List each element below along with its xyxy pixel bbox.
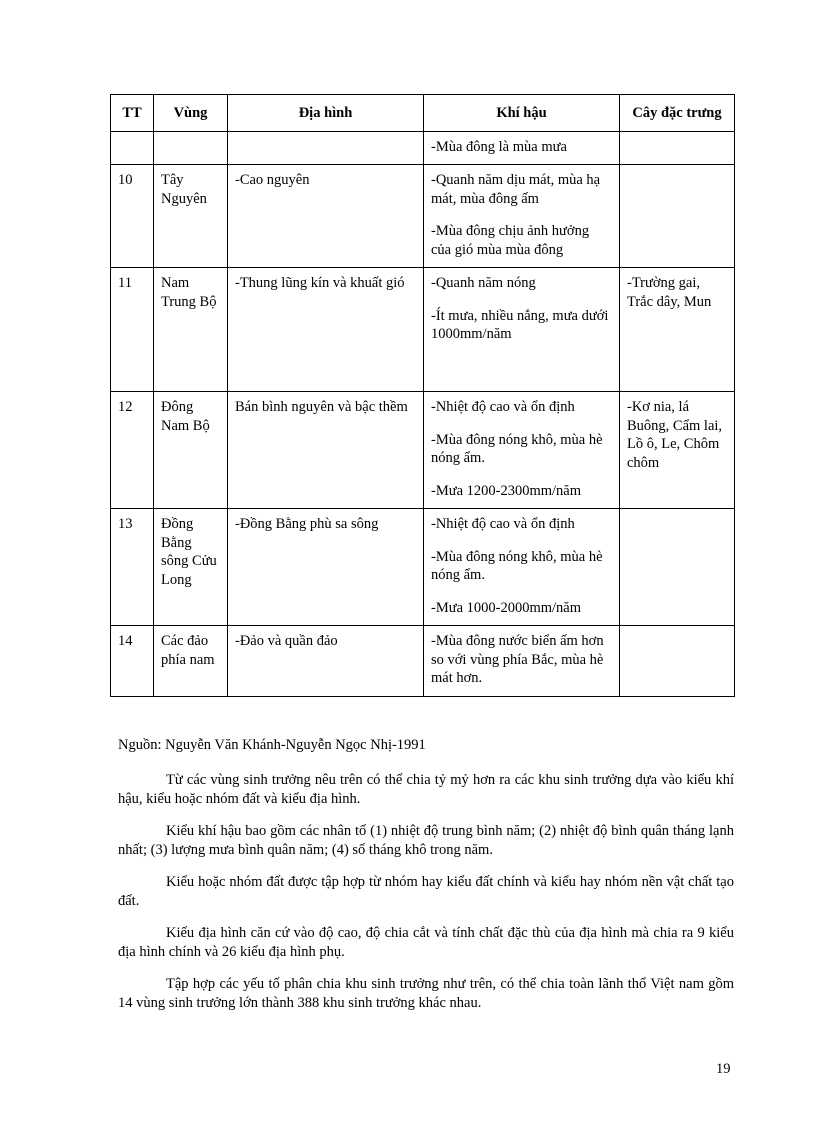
body-text bbox=[118, 771, 734, 1026]
table-row bbox=[111, 131, 735, 165]
cell-climate bbox=[424, 509, 620, 626]
cell-terrain: -Cao nguyên bbox=[228, 165, 424, 268]
cell-climate bbox=[424, 131, 620, 165]
table-row bbox=[111, 268, 735, 392]
cell-region: Các đảo phía nam bbox=[154, 626, 228, 697]
cell-terrain: -Đồng Bằng phù sa sông bbox=[228, 509, 424, 626]
climate-line: -Ít mưa, nhiều nắng, mưa dưới 1000mm/năm bbox=[431, 307, 609, 342]
cell-trees bbox=[620, 165, 735, 268]
page-number: 19 bbox=[716, 1061, 731, 1077]
table-row bbox=[111, 509, 735, 626]
cell-region: Tây Nguyên bbox=[154, 165, 228, 268]
climate-line: -Nhiệt độ cao và ổn định bbox=[431, 516, 575, 532]
climate-line: -Mùa đông chịu ảnh hưởng của gió mùa mùa đông bbox=[431, 223, 590, 258]
paragraph: Tập hợp các yếu tố phân chia khu sinh trưởng như trên, có thể chia toàn lãnh thổ Việt nam gồm 14 vùng sinh trưởng lớn thành 388 khu sinh trưởng khác nhau. bbox=[118, 976, 734, 1011]
climate-line: -Quanh năm nóng bbox=[431, 275, 536, 291]
cell-terrain: -Đảo và quần đảo bbox=[228, 626, 424, 697]
cell-terrain: Bán bình nguyên và bậc thềm bbox=[228, 392, 424, 509]
paragraph: Kiểu khí hậu bao gồm các nhân tố (1) nhiệt độ trung bình năm; (2) nhiệt độ bình quân tháng lạnh nhất; (3) lượng mưa bình quân năm; (4) số tháng khô trong năm. bbox=[118, 823, 734, 858]
climate-line: -Mùa đông là mùa mưa bbox=[431, 138, 567, 155]
header-tt: TT bbox=[111, 95, 154, 132]
header-trees: Cây đặc trưng bbox=[620, 95, 735, 132]
climate-line: -Mưa 1200-2300mm/năm bbox=[431, 482, 582, 499]
climate-line: -Quanh năm dịu mát, mùa hạ mát, mùa đông ấm bbox=[431, 172, 601, 207]
cell-trees bbox=[620, 626, 735, 697]
table-row bbox=[111, 165, 735, 268]
table-row bbox=[111, 626, 735, 697]
table-row bbox=[111, 392, 735, 509]
cell-climate bbox=[424, 626, 620, 697]
climate-line: -Mùa đông nóng khô, mùa hè nóng ẩm. bbox=[431, 431, 603, 466]
cell-trees bbox=[620, 509, 735, 626]
cell-region: Đông Nam Bộ bbox=[154, 392, 228, 509]
cell-tt: 12 bbox=[111, 392, 154, 509]
growth-regions-table bbox=[110, 94, 735, 697]
cell-climate bbox=[424, 392, 620, 509]
cell-tt: 13 bbox=[111, 509, 154, 626]
climate-line: -Mùa đông nóng khô, mùa hè nóng ẩm. bbox=[431, 548, 603, 583]
paragraph: Kiểu hoặc nhóm đất được tập hợp từ nhóm hay kiểu đất chính và kiểu hay nhóm nền vật chất tạo đất. bbox=[118, 874, 734, 909]
cell-region: Đồng Bằng sông Cửu Long bbox=[154, 509, 228, 626]
cell-trees bbox=[620, 131, 735, 165]
cell-tt bbox=[111, 131, 154, 165]
paragraph: Kiểu địa hình căn cứ vào độ cao, độ chia cắt và tính chất đặc thù của địa hình mà chia ra 9 kiểu địa hình chính và 26 kiểu địa hình phụ. bbox=[118, 925, 734, 960]
climate-line: -Mưa 1000-2000mm/năm bbox=[431, 599, 582, 616]
header-region: Vùng bbox=[154, 95, 228, 132]
cell-region: Nam Trung Bộ bbox=[154, 268, 228, 392]
table-source-note: Nguồn: Nguyễn Văn Khánh-Nguyễn Ngọc Nhị-1991 bbox=[118, 737, 426, 753]
cell-tt: 11 bbox=[111, 268, 154, 392]
table-header-row bbox=[111, 95, 735, 132]
cell-trees: -Kơ nia, lá Buông, Cẩm lai, Lồ ô, Le, Chôm chôm bbox=[620, 392, 735, 509]
cell-climate bbox=[424, 165, 620, 268]
cell-terrain: -Thung lũng kín và khuất gió bbox=[228, 268, 424, 392]
cell-region bbox=[154, 131, 228, 165]
climate-line: -Mùa đông nước biển ấm hơn so với vùng phía Bắc, mùa hè mát hơn. bbox=[431, 633, 604, 686]
climate-line: -Nhiệt độ cao và ổn định bbox=[431, 399, 575, 415]
cell-trees: -Trường gai, Trắc dây, Mun bbox=[620, 268, 735, 392]
cell-tt: 14 bbox=[111, 626, 154, 697]
cell-terrain bbox=[228, 131, 424, 165]
header-climate: Khí hậu bbox=[424, 95, 620, 132]
cell-tt: 10 bbox=[111, 165, 154, 268]
paragraph: Từ các vùng sinh trưởng nêu trên có thể chia tỷ mỷ hơn ra các khu sinh trưởng dựa vào kiểu khí hậu, kiểu hoặc nhóm đất và kiểu địa hình. bbox=[118, 772, 734, 807]
cell-climate bbox=[424, 268, 620, 392]
header-terrain: Địa hình bbox=[228, 95, 424, 132]
